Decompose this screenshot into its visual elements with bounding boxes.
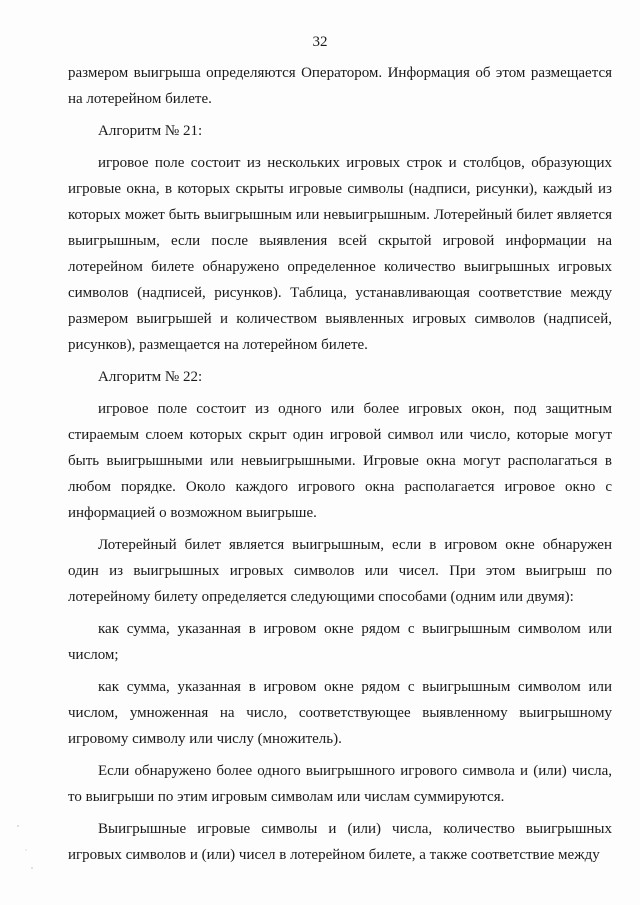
paragraph-final: Выигрышные игровые символы и (или) числа, количество выигрышных игровых символов и (или) чисел в лотерейном билете, а также соответствие между [68,821,612,863]
paragraph-summation: Если обнаружено более одного выигрышного игрового символа и (или) числа, то выигрыши по этим игровым символам или числам суммируются. [68,763,612,805]
paragraph-algorithm-21: игровое поле состоит из нескольких игровых строк и столбцов, образующих игровые окна, в которых скрыты игровые символы (надписи, рисунки), каждый из которых может быть выигрышным или невыигрышным. Лотерейный билет является выигрышным, если после выявления всей скрытой игровой информации на лотерейном билете обнаружено определенное количество выигрышных игровых символов (надписей, рисунков). Таблица, устанавливающая соответствие между размером выигрышей и количеством выявленных игровых символов (надписей, рисунков), размещается на лотерейном билете. [68,155,612,353]
document-body [68,60,612,868]
heading-algorithm-22: Алгоритм № 22: [98,369,203,385]
page-number: 32 [312,34,328,50]
paragraph-method-1: как сумма, указанная в игровом окне рядом с выигрышным символом или числом; [68,621,612,663]
paragraph-winning-conditions: Лотерейный билет является выигрышным, если в игровом окне обнаружен один из выигрышных игровых символов или чисел. При этом выигрыш по лотерейному билету определяется следующими способами (одним или двумя): [68,537,612,605]
paragraph-algorithm-22: игровое поле состоит из одного или более игровых окон, под защитным стираемым слоем которых скрыт один игровой символ или число, которые могут быть выигрышными или невыигрышными. Игровые окна могут располагаться в любом порядке. Около каждого игрового окна располагается игровое окно с информацией о возможном выигрыше. [68,401,612,521]
heading-algorithm-21: Алгоритм № 21: [98,123,203,139]
scan-specks-decoration [8,820,38,880]
paragraph-method-2: как сумма, указанная в игровом окне рядом с выигрышным символом или числом, умноженная на число, соответствующее выявленному выигрышному игровому символу или числу (множитель). [68,679,612,747]
paragraph-continuation: размером выигрыша определяются Оператором. Информация об этом размещается на лотерейном билете. [68,65,612,107]
